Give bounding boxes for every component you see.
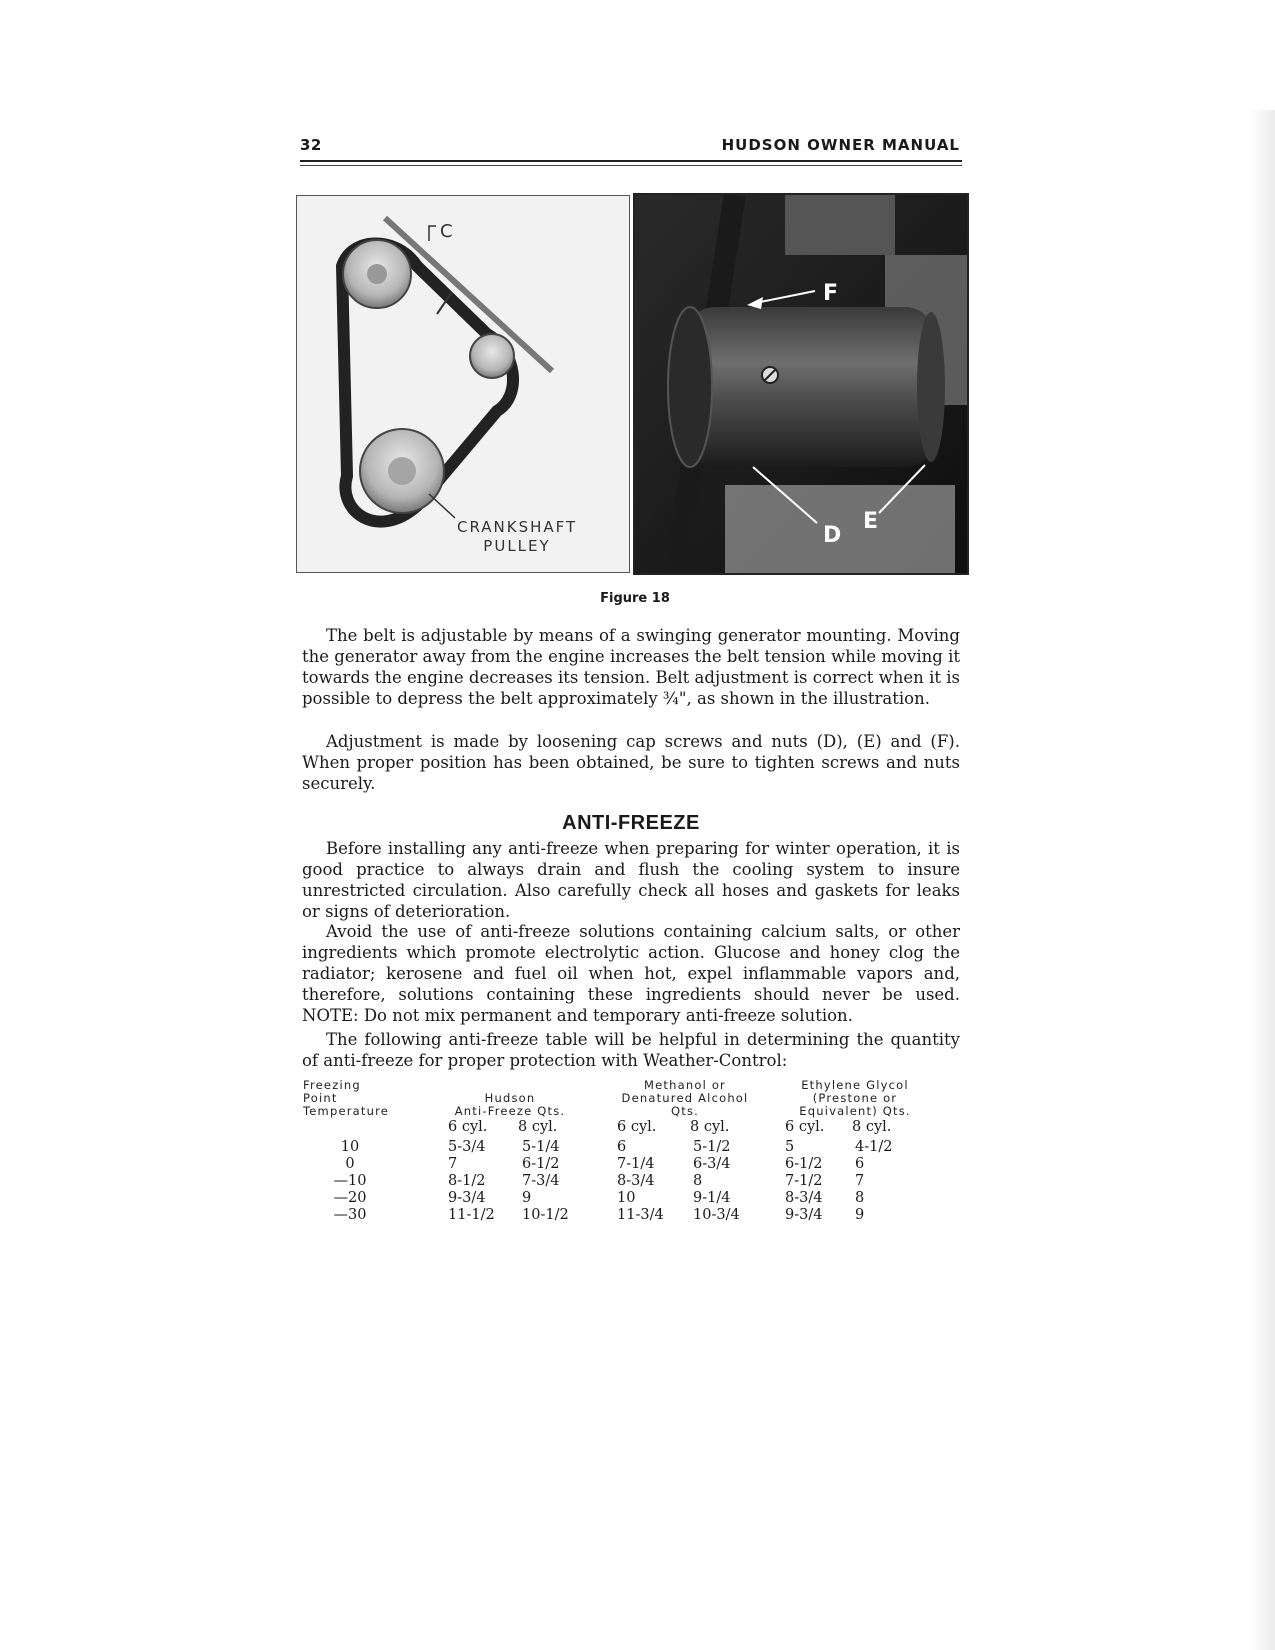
header-text: Freezing [303, 1078, 361, 1092]
page-header [300, 136, 960, 158]
cyl-subheader: 6 cyl. [617, 1119, 657, 1135]
header-rule [300, 160, 962, 162]
table-cell: 9-3/4 [785, 1207, 823, 1223]
table-cell: 7 [855, 1173, 865, 1189]
cyl-subheader: 6 cyl. [785, 1119, 825, 1135]
generator-photo [635, 195, 967, 573]
table-cell: 9-1/4 [693, 1190, 731, 1206]
table-cell: 9-3/4 [448, 1190, 486, 1206]
table-cell: 11-3/4 [617, 1207, 664, 1223]
pulley-label: PULLEY [483, 537, 551, 555]
table-cell: 6-1/2 [522, 1156, 560, 1172]
temp-cell: —10 [333, 1173, 367, 1189]
figure-caption: Figure 18 [600, 591, 670, 606]
generator-photo-figure [633, 193, 969, 575]
table-cell: 7-3/4 [522, 1173, 560, 1189]
page-number: 32 [300, 136, 322, 154]
table-cell: 9 [522, 1190, 532, 1206]
table-cell: 8-3/4 [785, 1190, 823, 1206]
header-text: Anti-Freeze Qts. [454, 1104, 566, 1118]
table-cell: 6 [855, 1156, 865, 1172]
header-text: Denatured Alcohol [621, 1091, 749, 1105]
table-cell: 7-1/2 [785, 1173, 823, 1189]
header-text: Equivalent) Qts. [799, 1104, 911, 1118]
table-cell: 6-3/4 [693, 1156, 731, 1172]
table-cell: 8-1/2 [448, 1173, 486, 1189]
table-cell: 4-1/2 [855, 1139, 893, 1155]
temp-cell: 10 [340, 1139, 360, 1155]
belt-adjust-paragraph: The belt is adjustable by means of a swinging generator mounting. Moving the generator away from the engine increases the belt tension while moving it towards the engine decreases its tension. Belt adjustment is correct when it is possible to depress the belt approximately ¾", as shown in the illustration. [302, 626, 960, 708]
table-cell: 9 [855, 1207, 865, 1223]
temp-cell: —30 [333, 1207, 367, 1223]
table-cell: 7 [448, 1156, 458, 1172]
table-cell: 8-3/4 [617, 1173, 655, 1189]
table-cell: 6 [617, 1139, 627, 1155]
table-intro-paragraph: The following anti-freeze table will be helpful in determining the quantity of anti-freeze for proper protection with Weather-Control: [302, 1030, 960, 1070]
cyl-subheader: 8 cyl. [690, 1119, 730, 1135]
belt-diagram-figure [296, 195, 630, 573]
cyl-subheader: 8 cyl. [518, 1119, 558, 1135]
header-ethylene [780, 1079, 930, 1118]
crankshaft-label: CRANKSHAFT [457, 518, 578, 536]
table-cell: 8 [855, 1190, 865, 1206]
header-text: Point [303, 1091, 338, 1105]
table-cell: 11-1/2 [448, 1207, 495, 1223]
label-d: D [823, 523, 842, 548]
header-hudson [430, 1092, 590, 1118]
header-rule-thin [300, 165, 962, 166]
antifreeze-intro-paragraph: Before installing any anti-freeze when preparing for winter operation, it is good practice to always drain and flush the cooling system to insure unrestricted circulation. Also carefully check all hoses and gaskets for leaks or signs of deterioration. [302, 839, 960, 921]
crankshaft-pulley-label [457, 518, 577, 556]
adjustment-paragraph: Adjustment is made by loosening cap screws and nuts (D), (E) and (F). When proper position has been obtained, be sure to tighten screws and nuts securely. [302, 732, 960, 793]
header-text: Hudson [484, 1091, 536, 1105]
table-cell: 8 [693, 1173, 703, 1189]
table-cell: 10-1/2 [522, 1207, 569, 1223]
table-cell: 10 [617, 1190, 636, 1206]
header-methanol [600, 1079, 770, 1118]
antifreeze-warning-paragraph: Avoid the use of anti-freeze solutions containing calcium salts, or other ingredients which promote electrolytic action. Glucose and honey clog the radiator; kerosene and fuel oil when hot, expel inflammable vapors and, therefore, solutions containing these ingredients should never be used. NOTE: Do not mix permanent and temporary anti-freeze solution. [302, 922, 960, 1025]
cyl-subheader: 6 cyl. [448, 1119, 488, 1135]
temp-cell: —20 [333, 1190, 367, 1206]
table-cell: 5-1/4 [522, 1139, 560, 1155]
table-cell: 5-3/4 [448, 1139, 486, 1155]
table-cell: 6-1/2 [785, 1156, 823, 1172]
running-head: HUDSON OWNER MANUAL [721, 136, 960, 154]
label-e: E [863, 509, 879, 534]
header-freezing-point [303, 1079, 389, 1118]
label-c: C [440, 221, 453, 242]
belt-diagram [297, 196, 629, 572]
header-text: Ethylene Glycol [801, 1078, 909, 1092]
page-edge-shadow [1249, 110, 1275, 1650]
header-text: Methanol or [644, 1078, 726, 1092]
temp-cell: 0 [345, 1156, 355, 1172]
table-cell: 7-1/4 [617, 1156, 655, 1172]
table-cell: 5-1/2 [693, 1139, 731, 1155]
header-text: Temperature [303, 1104, 390, 1118]
section-heading: ANTI-FREEZE [562, 812, 700, 834]
header-text: (Prestone or [812, 1091, 898, 1105]
label-f: F [823, 281, 839, 306]
header-text: Qts. [670, 1104, 699, 1118]
cyl-subheader: 8 cyl. [852, 1119, 892, 1135]
table-cell: 10-3/4 [693, 1207, 740, 1223]
table-cell: 5 [785, 1139, 795, 1155]
